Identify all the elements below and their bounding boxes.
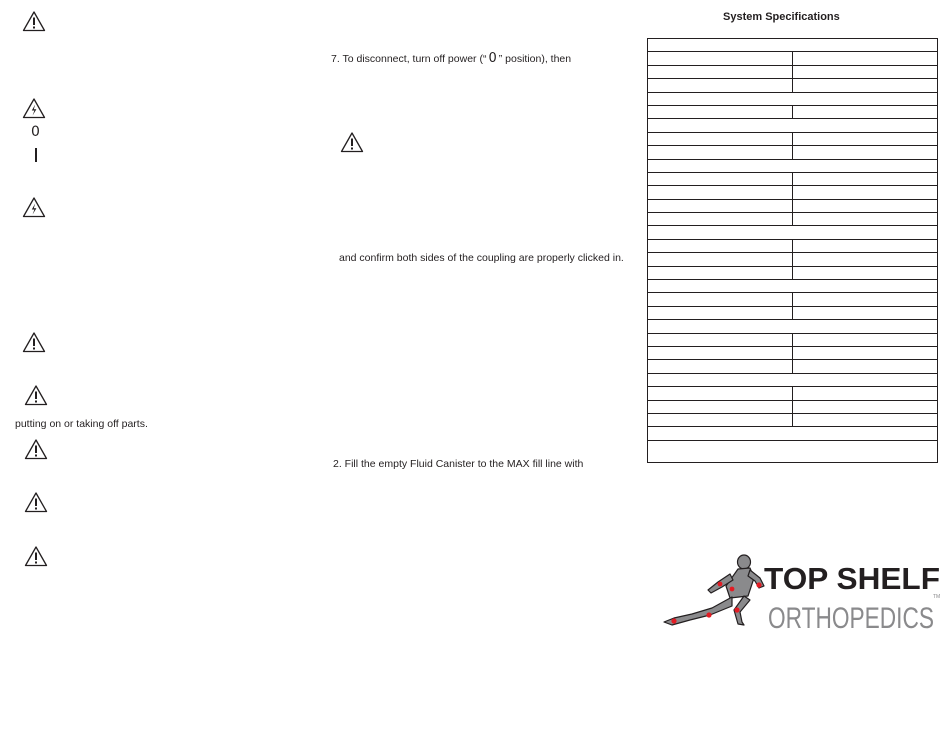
spec-section-header (648, 280, 938, 293)
warning-icon (22, 10, 46, 32)
spec-label (648, 52, 793, 65)
spec-row (648, 253, 938, 266)
specifications-table (647, 38, 938, 463)
spec-row (648, 387, 938, 400)
spec-section-header (648, 119, 938, 132)
electric-shock-icon (22, 196, 46, 218)
spec-row (648, 186, 938, 199)
spec-label (648, 293, 793, 306)
spec-row (648, 65, 938, 78)
power-off-symbol: 0 (31, 124, 40, 140)
spec-section-title (648, 92, 938, 105)
spec-label (648, 105, 793, 118)
spec-value (793, 199, 938, 212)
spec-row (648, 172, 938, 185)
spec-value (793, 387, 938, 400)
warning-icon (22, 331, 46, 353)
spec-section-title (648, 119, 938, 132)
body-text-fragment: putting on or taking off parts. (15, 418, 148, 430)
spec-value (793, 52, 938, 65)
power-off-symbol: 0 (488, 51, 497, 66)
spec-value (793, 333, 938, 346)
warning-icon (24, 491, 48, 513)
spec-label (648, 132, 793, 145)
spec-row (648, 79, 938, 92)
runner-figure (664, 555, 764, 625)
spec-value (793, 346, 938, 359)
specifications-title: System Specifications (723, 11, 840, 23)
spec-row (648, 266, 938, 279)
warning-icon (24, 438, 48, 460)
spec-value (793, 213, 938, 226)
spec-row (648, 360, 938, 373)
logo-line-2: ORTHOPEDICS (768, 602, 934, 632)
spec-label (648, 360, 793, 373)
spec-row (648, 413, 938, 426)
spec-section-title (648, 427, 938, 440)
spec-label (648, 400, 793, 413)
spec-section-header (648, 440, 938, 462)
spec-value (793, 172, 938, 185)
spec-value (793, 293, 938, 306)
logo-line-1: TOP SHELF (764, 561, 940, 596)
spec-row (648, 333, 938, 346)
spec-row (648, 293, 938, 306)
spec-section-title (648, 39, 938, 52)
spec-value (793, 146, 938, 159)
spec-label (648, 387, 793, 400)
step-7-instruction (331, 52, 571, 66)
spec-label (648, 253, 793, 266)
spec-label (648, 333, 793, 346)
spec-value (793, 132, 938, 145)
spec-row (648, 52, 938, 65)
step-7-prefix: 7. To disconnect, turn off power (“ (331, 53, 487, 65)
spec-value (793, 360, 938, 373)
spec-label (648, 79, 793, 92)
spec-section-header (648, 39, 938, 52)
spec-section-header (648, 320, 938, 333)
spec-label (648, 413, 793, 426)
spec-row (648, 239, 938, 252)
spec-section-header (648, 226, 938, 239)
spec-value (793, 239, 938, 252)
spec-section-title (648, 373, 938, 386)
spec-row (648, 146, 938, 159)
spec-label (648, 213, 793, 226)
spec-label (648, 346, 793, 359)
spec-row (648, 306, 938, 319)
spec-row (648, 400, 938, 413)
spec-value (793, 400, 938, 413)
spec-value (793, 253, 938, 266)
spec-section-title (648, 226, 938, 239)
spec-value (793, 186, 938, 199)
spec-label (648, 306, 793, 319)
spec-section-header (648, 427, 938, 440)
spec-section-title (648, 159, 938, 172)
spec-row (648, 346, 938, 359)
spec-label (648, 65, 793, 78)
spec-section-header (648, 373, 938, 386)
spec-value (793, 79, 938, 92)
spec-section-title (648, 440, 938, 462)
spec-value (793, 65, 938, 78)
warning-icon (340, 131, 364, 153)
spec-label (648, 186, 793, 199)
spec-row (648, 199, 938, 212)
power-on-symbol (35, 148, 37, 162)
spec-value (793, 413, 938, 426)
top-shelf-orthopedics-logo (660, 552, 942, 632)
spec-value (793, 105, 938, 118)
warning-icon (24, 545, 48, 567)
spec-section-title (648, 280, 938, 293)
spec-label (648, 266, 793, 279)
spec-section-header (648, 159, 938, 172)
spec-section-header (648, 92, 938, 105)
step-7-suffix: ” position), then (498, 53, 572, 65)
spec-section-title (648, 320, 938, 333)
coupling-instruction: and confirm both sides of the coupling are properly clicked in. (339, 252, 624, 264)
spec-row (648, 132, 938, 145)
electric-shock-icon (22, 97, 46, 119)
spec-row (648, 213, 938, 226)
spec-label (648, 199, 793, 212)
spec-value (793, 306, 938, 319)
spec-row (648, 105, 938, 118)
trademark-mark: TM (933, 594, 941, 600)
spec-label (648, 239, 793, 252)
step-2-instruction: 2. Fill the empty Fluid Canister to the MAX fill line with (333, 458, 584, 470)
spec-label (648, 172, 793, 185)
spec-value (793, 266, 938, 279)
spec-label (648, 146, 793, 159)
warning-icon (24, 384, 48, 406)
